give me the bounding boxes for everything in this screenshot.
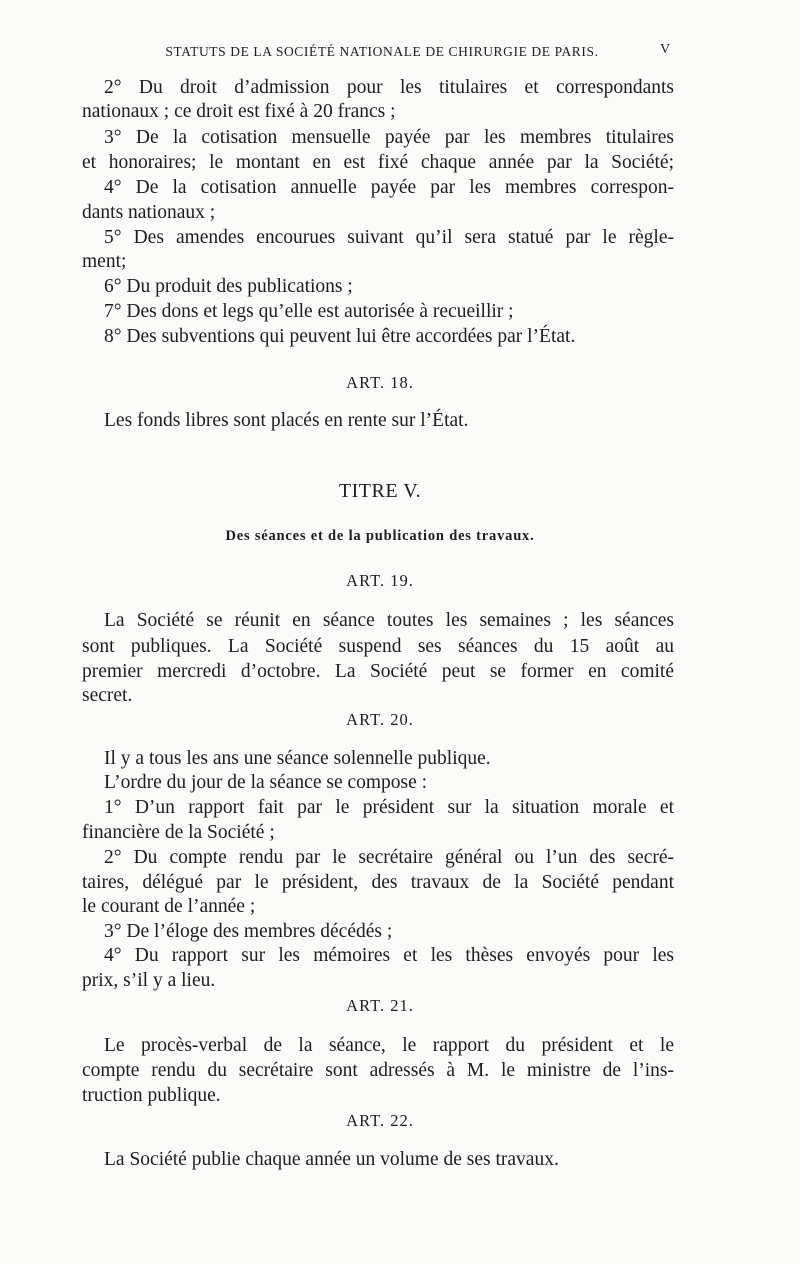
text-line: compte rendu du secrétaire sont adressés à M. le ministre de l’ins- [82, 1060, 674, 1081]
text-line: 6° Du produit des publications ; [104, 276, 353, 297]
text-line: 3° De l’éloge des membres décédés ; [104, 921, 393, 942]
text-line: 1° D’un rapport fait par le président sur la situation morale et [104, 797, 674, 818]
text-line: 2° Du compte rendu par le secrétaire général ou l’un des secré- [104, 847, 674, 868]
article-heading: ART. 19. [346, 571, 414, 590]
text-line: 8° Des subventions qui peuvent lui être accordées par l’État. [104, 326, 576, 347]
text-line: sont publiques. La Société suspend ses séances du 15 août au [82, 636, 674, 657]
article-heading: ART. 21. [346, 996, 414, 1015]
text-line: 7° Des dons et legs qu’elle est autorisée à recueillir ; [104, 301, 514, 322]
text-line: prix, s’il y a lieu. [82, 970, 216, 991]
text-line: ment; [82, 251, 127, 272]
text-line: premier mercredi d’octobre. La Société peut se former en comité [82, 661, 674, 682]
text-line: 4° Du rapport sur les mémoires et les thèses envoyés pour les [104, 945, 674, 966]
text-line: L’ordre du jour de la séance se compose : [104, 772, 428, 793]
text-line: 4° De la cotisation annuelle payée par les membres correspon- [104, 177, 674, 198]
text-line: dants nationaux ; [82, 202, 216, 223]
article-heading: ART. 20. [346, 710, 414, 729]
text-line: Le procès-verbal de la séance, le rapport du président et le [104, 1035, 674, 1056]
text-line: taires, délégué par le président, des travaux de la Société pendant [82, 872, 674, 893]
text-line: le courant de l’année ; [82, 896, 256, 917]
text-line: La Société publie chaque année un volume de ses travaux. [104, 1149, 559, 1170]
text-line: 3° De la cotisation mensuelle payée par les membres titulaires [104, 127, 674, 148]
page-number: V [660, 42, 671, 57]
text-line: financière de la Société ; [82, 822, 275, 843]
text-line: 5° Des amendes encourues suivant qu’il sera statué par le règle- [104, 227, 674, 248]
text-line: et honoraires; le montant en est fixé chaque année par la Société; [82, 152, 674, 173]
text-line: 2° Du droit d’admission pour les titulaires et correspondants [104, 77, 674, 98]
text-line: Les fonds libres sont placés en rente sur l’État. [104, 410, 469, 431]
running-head: STATUTS DE LA SOCIÉTÉ NATIONALE DE CHIRURGIE DE PARIS. [165, 44, 599, 59]
text-line: nationaux ; ce droit est fixé à 20 francs ; [82, 101, 396, 122]
text-line: La Société se réunit en séance toutes les semaines ; les séances [104, 610, 674, 631]
article-heading: ART. 22. [346, 1111, 414, 1130]
text-line: Il y a tous les ans une séance solennelle publique. [104, 748, 491, 769]
section-subtitle: Des séances et de la publication des travaux. [225, 528, 535, 544]
text-line: truction publique. [82, 1085, 221, 1106]
section-title: TITRE V. [338, 480, 422, 502]
article-heading: ART. 18. [346, 373, 414, 392]
text-line: secret. [82, 685, 133, 706]
